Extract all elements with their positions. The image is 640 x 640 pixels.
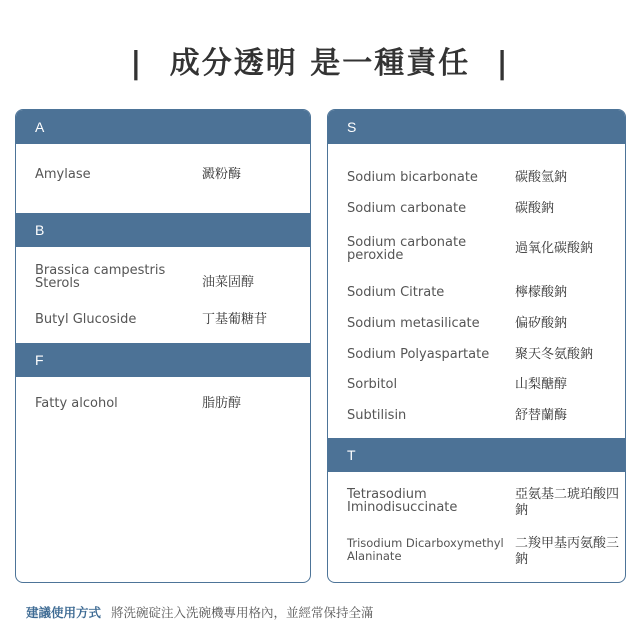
- ingredient-zh: 碳酸鈉: [515, 201, 555, 216]
- ingredient-zh: 碳酸氫鈉: [515, 170, 568, 185]
- title-left-bar: |: [130, 46, 144, 81]
- ingredient-zh: 過氧化碳酸鈉: [515, 241, 594, 256]
- ingredient-zh: 亞氨基二琥珀酸四鈉: [515, 487, 620, 518]
- right-ingredient-panel: [327, 109, 626, 583]
- ingredient-en: Butyl Glucoside: [35, 312, 137, 327]
- ingredient-en: Sodium Citrate: [347, 285, 445, 300]
- ingredient-zh: 檸檬酸鈉: [515, 285, 568, 300]
- ingredient-zh: 舒替蘭酶: [515, 408, 568, 423]
- ingredient-zh: 偏矽酸鈉: [515, 316, 568, 331]
- ingredient-zh: 山梨醣醇: [515, 377, 568, 392]
- ingredient-en: Subtilisin: [347, 408, 407, 423]
- ingredient-en: Fatty alcohol: [35, 396, 118, 411]
- ingredient-en: Sorbitol: [347, 377, 398, 392]
- ingredient-en: Sodium metasilicate: [347, 316, 480, 331]
- usage-label: 建議使用方式: [26, 605, 102, 620]
- section-header-b: B: [16, 213, 310, 247]
- section-header-t: T: [328, 438, 625, 472]
- ingredient-en: Tetrasodium Iminodisuccinate: [347, 487, 458, 515]
- ingredient-zh: 澱粉酶: [202, 167, 242, 182]
- ingredient-en: Sodium carbonate: [347, 201, 467, 216]
- ingredient-en: Brassica campestris Sterols: [35, 263, 166, 291]
- ingredient-zh: 丁基葡糖苷: [202, 312, 268, 327]
- left-ingredient-panel: [15, 109, 311, 583]
- ingredient-zh: 脂肪醇: [202, 396, 242, 411]
- usage-instructions: [26, 603, 374, 621]
- ingredient-zh: 聚天冬氨酸鈉: [515, 347, 594, 362]
- ingredient-zh: 油菜固醇: [202, 275, 255, 290]
- usage-text: 將洗碗碇注入洗碗機專用格內，並經常保持全滿: [111, 605, 374, 620]
- title-right-bar: |: [496, 46, 510, 81]
- ingredient-en: Sodium Polyaspartate: [347, 347, 490, 362]
- ingredient-en: Sodium carbonate peroxide: [347, 235, 467, 263]
- ingredient-zh: 二羧甲基丙氨酸三鈉: [515, 536, 620, 567]
- section-header-a: A: [16, 110, 310, 144]
- ingredient-en: Amylase: [35, 167, 91, 182]
- ingredient-en: Trisodium Dicarboxymethyl Alaninate: [347, 536, 504, 563]
- section-header-f: F: [16, 343, 310, 377]
- ingredient-en: Sodium bicarbonate: [347, 170, 478, 185]
- section-header-s: S: [328, 110, 625, 144]
- page-title: [0, 38, 640, 82]
- title-text: 成分透明 是一種責任: [169, 46, 471, 81]
